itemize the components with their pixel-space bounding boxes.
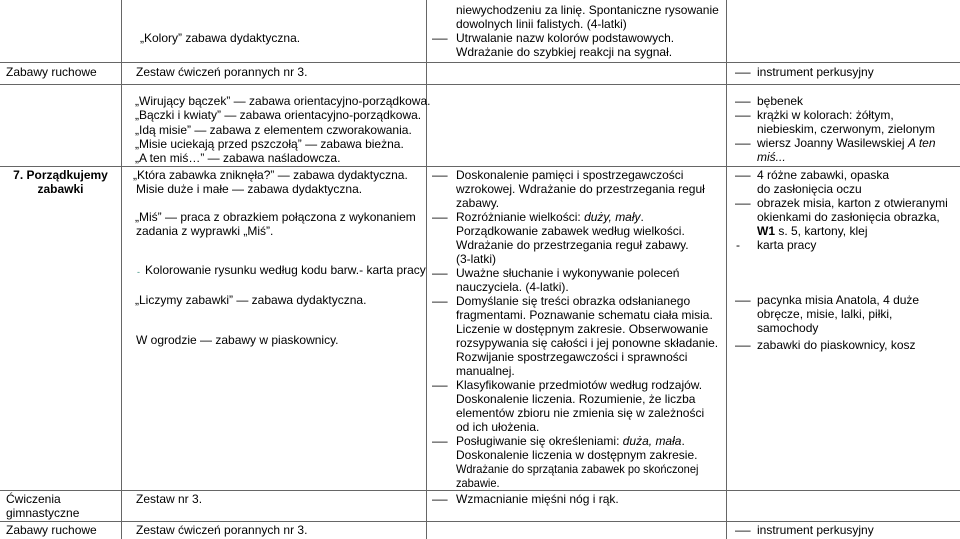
column-divider xyxy=(726,0,727,539)
column-divider xyxy=(121,0,122,539)
goal-line: fragmentami. Poznawanie schematu ciała misia. xyxy=(456,308,713,322)
list-marker: — xyxy=(735,293,751,307)
list-marker: — xyxy=(735,523,751,537)
column-divider xyxy=(426,0,427,539)
list-marker: - xyxy=(137,267,140,277)
activity-line: „Liczymy zabawki” — zabawa dydaktyczna. xyxy=(135,293,367,307)
goal-line: Wdrażanie do szybkiej reakcji na sygnał. xyxy=(456,45,673,59)
goal-text: . xyxy=(640,210,644,224)
goal-line: Uważne słuchanie i wykonywanie poleceń xyxy=(456,266,680,280)
material-line: krążki w kolorach: żółtym, xyxy=(757,108,894,122)
category-label: Zabawy ruchowe xyxy=(6,65,97,79)
category-label: Ćwiczenia xyxy=(6,492,61,506)
material-line: do zasłonięcia oczu xyxy=(757,182,862,196)
goal-line: Liczenie w dostępnym zakresie. Obserwowanie xyxy=(456,322,709,336)
list-marker: - xyxy=(736,238,740,252)
list-marker: — xyxy=(735,136,751,150)
topic-title: zabawki xyxy=(37,182,84,196)
row-divider xyxy=(0,62,960,63)
row-divider xyxy=(0,490,960,491)
material-line xyxy=(757,150,786,164)
activity-line: Zestaw nr 3. xyxy=(136,492,203,506)
goal-line: od ich ułożenia. xyxy=(456,420,540,434)
row-divider xyxy=(0,84,960,85)
goal-line: Domyślanie się treści obrazka odsłanianego xyxy=(456,294,691,308)
material-line xyxy=(757,224,867,238)
goal-line xyxy=(456,210,644,224)
poem-title: miś... xyxy=(757,150,786,164)
category-label: gimnastyczne xyxy=(6,506,80,520)
list-marker: — xyxy=(735,168,751,182)
list-marker: — xyxy=(432,378,448,392)
activity-line: Misie duże i małe — zabawa dydaktyczna. xyxy=(136,182,363,196)
category-label: Zabawy ruchowe xyxy=(6,523,97,537)
activity-line: „Miś” — praca z obrazkiem połączona z wykonaniem xyxy=(135,210,416,224)
goal-line: zabawie. xyxy=(456,476,500,490)
goal-emphasis: duża, mała xyxy=(622,434,682,448)
goal-line: wzrokowej. Wdrażanie do przestrzegania reguł xyxy=(456,182,705,196)
activity-line: zadania z wyprawki „Miś”. xyxy=(136,224,274,238)
material-line: instrument perkusyjny xyxy=(757,523,874,537)
goal-line: Wdrażanie do przestrzegania reguł zabawy. xyxy=(456,238,689,252)
activity-line: „Idą misie” — zabawa z elementem czworakowania. xyxy=(135,123,412,137)
material-line: pacynka misia Anatola, 4 duże xyxy=(757,293,920,307)
goal-text: Rozróżnianie wielkości: xyxy=(456,210,585,224)
material-line: 4 różne zabawki, opaska xyxy=(757,168,890,182)
activity-line: Zestaw ćwiczeń porannych nr 3. xyxy=(136,523,308,537)
material-line: samochody xyxy=(757,321,819,335)
activity-line: „Bączki i kwiaty” — zabawa orientacyjno-porządkowa. xyxy=(135,108,422,122)
activity-line: Kolorowanie rysunku według kodu barw.- karta pracy xyxy=(145,263,426,277)
goal-line: Wdrażanie do sprzątania zabawek po skończonej xyxy=(456,462,699,476)
goal-text: . xyxy=(681,434,685,448)
topic-title: 7. Porządkujemy xyxy=(13,168,108,182)
activity-line: „Misie uciekają przed pszczołą” — zabawa bieżna. xyxy=(135,137,404,151)
list-marker: — xyxy=(735,196,751,210)
goal-line: manualnej. xyxy=(456,364,515,378)
goal-text: Posługiwanie się określeniami: xyxy=(456,434,623,448)
activity-line: „Kolory” zabawa dydaktyczna. xyxy=(140,31,301,45)
goal-line: elementów zbioru nie zmienia się w zależności xyxy=(456,406,705,420)
material-line: karta pracy xyxy=(757,238,817,252)
row-divider xyxy=(0,521,960,522)
list-marker: — xyxy=(432,31,448,45)
material-line: instrument perkusyjny xyxy=(757,65,874,79)
list-marker: — xyxy=(735,108,751,122)
list-marker: — xyxy=(735,338,751,352)
material-line: zabawki do piaskownicy, kosz xyxy=(757,338,916,352)
goal-line: nauczyciela. (4-latki). xyxy=(456,280,569,294)
material-text: s. 5, kartony, klej xyxy=(775,224,868,238)
goal-line: Utrwalanie nazw kolorów podstawowych. xyxy=(456,31,675,45)
activity-line: „Wirujący bączek” — zabawa orientacyjno-porządkowa. xyxy=(135,94,431,108)
goal-line xyxy=(456,434,685,448)
goal-emphasis: duży, mały xyxy=(584,210,641,224)
goal-line: (3-latki) xyxy=(456,252,497,266)
workbook-code: W1 xyxy=(757,224,775,238)
material-line xyxy=(757,136,936,150)
poem-title: A ten xyxy=(907,136,936,150)
list-marker: — xyxy=(432,492,448,506)
goal-line: Doskonalenie liczenia w dostępnym zakresie. xyxy=(456,448,698,462)
goal-line: Klasyfikowanie przedmiotów według rodzajów. xyxy=(456,378,703,392)
goal-line: rozsypywania się całości i jej ponowne składanie. xyxy=(456,336,719,350)
material-text: wiersz Joanny Wasilewskiej xyxy=(757,136,908,150)
goal-line: Rozwijanie spostrzegawczości i sprawności xyxy=(456,350,688,364)
list-marker: — xyxy=(735,65,751,79)
list-marker: — xyxy=(735,94,751,108)
list-marker: — xyxy=(432,434,448,448)
material-line: niebieskim, czerwonym, zielonym xyxy=(757,122,936,136)
list-marker: — xyxy=(432,210,448,224)
goal-line: Doskonalenie pamięci i spostrzegawczości xyxy=(456,168,684,182)
activity-line: W ogrodzie — zabawy w piaskownicy. xyxy=(136,333,339,347)
activity-line: „A ten miś…” — zabawa naśladowcza. xyxy=(135,151,341,165)
goal-line: dowolnych linii falistych. (4-latki) xyxy=(456,17,627,31)
material-line: obręcze, misie, lalki, piłki, xyxy=(757,307,893,321)
row-divider xyxy=(0,166,960,167)
list-marker: — xyxy=(432,294,448,308)
activity-line: „Która zabawka zniknęła?” — zabawa dydaktyczna. xyxy=(133,168,408,182)
goal-line: niewychodzeniu za linię. Spontaniczne rysowanie xyxy=(456,3,719,17)
goal-line: Doskonalenie liczenia. Rozumienie, że liczba xyxy=(456,392,696,406)
material-line: okienkami do zasłonięcia obrazka, xyxy=(757,210,940,224)
material-line: obrazek misia, karton z otwieranymi xyxy=(757,196,948,210)
list-marker: — xyxy=(432,266,448,280)
goal-line: zabawy. xyxy=(456,196,500,210)
goal-line: Porządkowanie zabawek według wielkości. xyxy=(456,224,685,238)
activity-line: Zestaw ćwiczeń porannych nr 3. xyxy=(136,65,308,79)
list-marker: — xyxy=(432,168,448,182)
goal-line: Wzmacnianie mięśni nóg i rąk. xyxy=(456,492,619,506)
material-line: bębenek xyxy=(757,94,804,108)
